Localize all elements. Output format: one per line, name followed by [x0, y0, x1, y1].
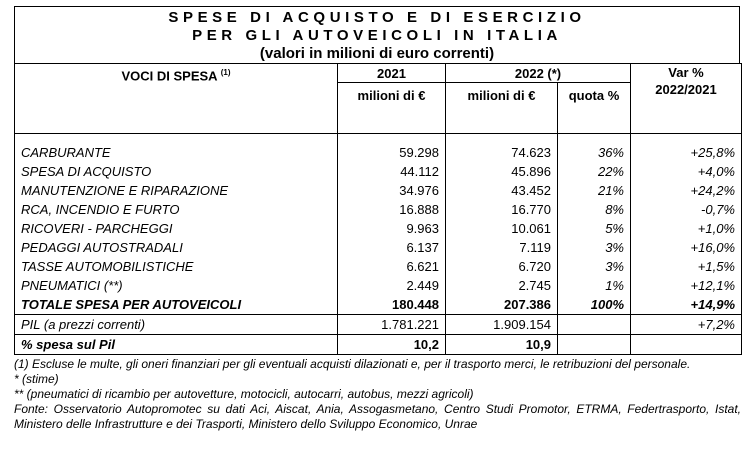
header-2022: 2022 (*) — [446, 64, 631, 83]
value-2021: 6.137 — [338, 238, 446, 257]
row-label: TASSE AUTOMOBILISTICHE — [15, 257, 338, 276]
table-row — [15, 162, 742, 181]
value-2021: 16.888 — [338, 200, 446, 219]
value-2021: 59.298 — [338, 143, 446, 162]
var-value: +1,5% — [631, 257, 742, 276]
var-value: +16,0% — [631, 238, 742, 257]
value-2021: 9.963 — [338, 219, 446, 238]
value-2022: 1.909.154 — [446, 315, 558, 335]
spacer-row — [15, 134, 742, 144]
title-line-2: PER GLI AUTOVEICOLI IN ITALIA — [192, 27, 562, 44]
header-voci-label: VOCI DI SPESA — [121, 68, 218, 84]
header-quota: quota % — [558, 83, 631, 134]
row-label: SPESA DI ACQUISTO — [15, 162, 338, 181]
expense-table — [14, 63, 742, 355]
row-label: PEDAGGI AUTOSTRADALI — [15, 238, 338, 257]
table-row — [15, 200, 742, 219]
value-2022: 207.386 — [446, 295, 558, 315]
table-row-pct-pil — [15, 335, 742, 355]
row-label: PNEUMATICI (**) — [15, 276, 338, 295]
value-2021: 10,2 — [338, 335, 446, 355]
header-var-period: 2022/2021 — [655, 82, 717, 97]
table-row — [15, 257, 742, 276]
var-value: +24,2% — [631, 181, 742, 200]
row-label: % spesa sul Pil — [15, 335, 338, 355]
header-var — [631, 64, 742, 134]
quota-value: 21% — [558, 181, 631, 200]
quota-value: 8% — [558, 200, 631, 219]
quota-value: 1% — [558, 276, 631, 295]
quota-value — [558, 335, 631, 355]
quota-value: 36% — [558, 143, 631, 162]
row-label: RICOVERI - PARCHEGGI — [15, 219, 338, 238]
table-row — [15, 219, 742, 238]
header-milioni-2022: milioni di € — [446, 83, 558, 134]
value-2022: 6.720 — [446, 257, 558, 276]
value-2022: 74.623 — [446, 143, 558, 162]
var-value: -0,7% — [631, 200, 742, 219]
table-row — [15, 143, 742, 162]
value-2021: 34.976 — [338, 181, 446, 200]
row-label: TOTALE SPESA PER AUTOVEICOLI — [15, 295, 338, 315]
header-voci-note: (1) — [220, 68, 231, 77]
value-2021: 180.448 — [338, 295, 446, 315]
note-1: (1) Escluse le multe, gli oneri finanziari per gli eventuali acquisti dilazionati e, per il trasporto merci, le retribuzioni del personale. — [14, 357, 691, 371]
value-2021: 6.621 — [338, 257, 446, 276]
notes — [14, 357, 741, 432]
value-2021: 44.112 — [338, 162, 446, 181]
var-value: +14,9% — [631, 295, 742, 315]
quota-value: 3% — [558, 257, 631, 276]
quota-value: 22% — [558, 162, 631, 181]
quota-value — [558, 315, 631, 335]
value-2022: 45.896 — [446, 162, 558, 181]
quota-value: 5% — [558, 219, 631, 238]
table-row — [15, 238, 742, 257]
var-value: +1,0% — [631, 219, 742, 238]
quota-value: 3% — [558, 238, 631, 257]
value-2022: 43.452 — [446, 181, 558, 200]
var-value: +7,2% — [631, 315, 742, 335]
row-label: MANUTENZIONE E RIPARAZIONE — [15, 181, 338, 200]
value-2021: 1.781.221 — [338, 315, 446, 335]
value-2022: 16.770 — [446, 200, 558, 219]
quota-value: 100% — [558, 295, 631, 315]
report-page — [14, 6, 740, 432]
note-stime: * (stime) — [14, 372, 59, 386]
var-value: +25,8% — [631, 143, 742, 162]
var-value: +12,1% — [631, 276, 742, 295]
note-fonte: Fonte: Osservatorio Autopromotec su dati Aci, Aiscat, Ania, Assogasmetano, Centro Studi Promotor, ETRMA, Federtrasporto, Istat, Ministero delle Infrastrutture e dei Trasporti, Ministero dello Sviluppo Economico, Unrae — [14, 402, 741, 431]
table-row — [15, 181, 742, 200]
value-2022: 10.061 — [446, 219, 558, 238]
header-2021: 2021 — [338, 64, 446, 83]
value-2022: 10,9 — [446, 335, 558, 355]
title-subtitle: (valori in milioni di euro correnti) — [259, 45, 495, 62]
header-var-label: Var % — [668, 65, 704, 80]
table-row — [15, 276, 742, 295]
table-row-pil — [15, 315, 742, 335]
header-voci — [15, 64, 338, 134]
note-pneumatici: ** (pneumatici di ricambio per autovetture, motocicli, autocarri, autobus, mezzi agricoli) — [14, 387, 474, 401]
value-2021: 2.449 — [338, 276, 446, 295]
value-2022: 7.119 — [446, 238, 558, 257]
title-line-1: SPESE DI ACQUISTO E DI ESERCIZIO — [168, 9, 586, 26]
value-2022: 2.745 — [446, 276, 558, 295]
row-label: PIL (a prezzi correnti) — [15, 315, 338, 335]
row-label: RCA, INCENDIO E FURTO — [15, 200, 338, 219]
title-box — [14, 6, 740, 63]
var-value — [631, 335, 742, 355]
var-value: +4,0% — [631, 162, 742, 181]
row-label: CARBURANTE — [15, 143, 338, 162]
table-row-totale — [15, 295, 742, 315]
table-body — [15, 134, 742, 355]
header-milioni-2021: milioni di € — [338, 83, 446, 134]
